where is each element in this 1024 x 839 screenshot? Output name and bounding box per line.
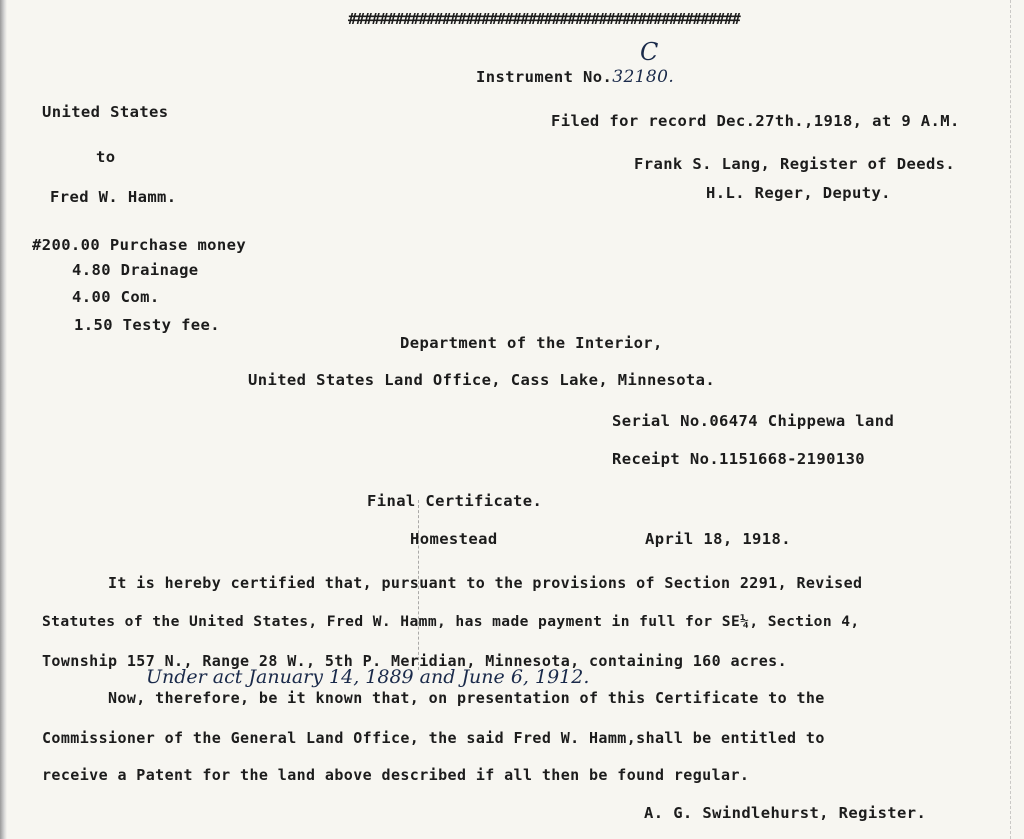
certificate-date: April 18, 1918. [645, 530, 791, 548]
fold-mark [418, 500, 419, 670]
land-office: United States Land Office, Cass Lake, Minnesota. [248, 371, 716, 389]
to-word: to [96, 148, 116, 166]
instrument-number: 32180. [612, 67, 675, 87]
signature: A. G. Swindlehurst, Register. [644, 804, 927, 822]
instrument-label: Instrument No. [476, 68, 613, 86]
fee-amount: 1.50 [74, 316, 113, 334]
body-line-3: Township 157 N., Range 28 W., 5th P. Meridian, Minnesota, containing 160 acres. [42, 652, 788, 670]
certificate-title: Final Certificate. [367, 492, 543, 510]
filed-for-record: Filed for record Dec.27th.,1918, at 9 A.M. [551, 112, 960, 130]
deputy: H.L. Reger, Deputy. [706, 184, 891, 202]
fee-amount: #200.00 [32, 236, 101, 254]
instrument-line [476, 68, 674, 86]
right-margin-mark [1010, 0, 1011, 839]
body-line-1: It is hereby certified that, pursuant to the provisions of Section 2291, Revised [108, 574, 863, 592]
fee-amount: 4.00 [72, 288, 111, 306]
grantor: United States [42, 103, 169, 121]
fee-label: Testy fee. [122, 316, 220, 334]
body-line-4: Now, therefore, be it known that, on presentation of this Certificate to the [108, 689, 825, 707]
fee-row [74, 316, 220, 334]
grantee: Fred W. Hamm. [50, 188, 177, 206]
page-binding-edge [0, 0, 7, 839]
fee-label: Drainage [120, 261, 199, 279]
serial-number: Serial No.06474 Chippewa land [612, 412, 895, 430]
fee-row [72, 288, 160, 306]
body-line-5: Commissioner of the General Land Office, the said Fred W. Hamm,shall be entitled to [42, 729, 825, 747]
fee-label: Purchase money [109, 236, 247, 254]
body-line-2: Statutes of the United States, Fred W. Hamm, has made payment in full for SE¼, Section 4, [42, 613, 860, 630]
fee-label: Com. [120, 288, 160, 306]
fee-row [32, 236, 246, 254]
fee-row [72, 261, 199, 279]
body-line-6: receive a Patent for the land above described if all then be found regular. [42, 766, 750, 784]
fee-amount: 4.80 [72, 261, 111, 279]
register-of-deeds: Frank S. Lang, Register of Deeds. [634, 155, 956, 173]
department: Department of the Interior, [400, 334, 663, 352]
homestead-label: Homestead [410, 530, 498, 548]
header-hash-rule: ################################################## [348, 10, 740, 28]
receipt-number: Receipt No.1151668-2190130 [612, 450, 866, 468]
handwritten-insert: Under act January 14, 1889 and June 6, 1912. [146, 666, 590, 688]
handwritten-mark: C [640, 38, 659, 66]
